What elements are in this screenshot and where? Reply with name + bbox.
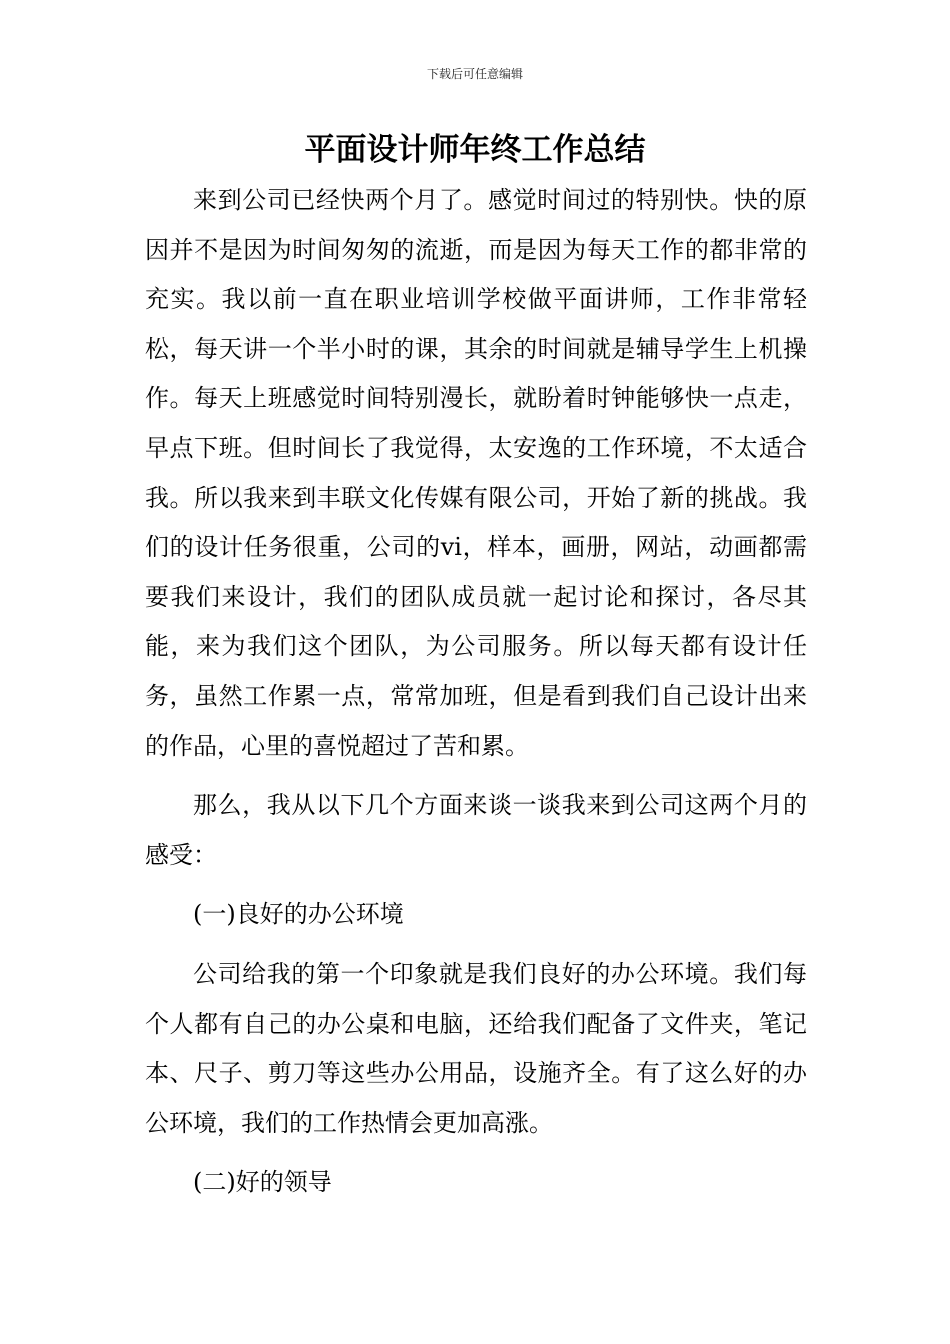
paragraph-intro: 来到公司已经快两个月了。感觉时间过的特别快。快的原因并不是因为时间匆匆的流逝，而是因为每天工作的都非常的充实。我以前一直在职业培训学校做平面讲师，工作非常轻松，每天讲一个半小时的课，其余的时间就是辅导学生上机操作。每天上班感觉时间特别漫长，就盼着时钟能够快一点走，早点下班。但时间长了我觉得，太安逸的工作环境，不太适合我。所以我来到丰联文化传媒有限公司，开始了新的挑战。我们的设计任务很重，公司的vi，样本，画册，网站，动画都需要我们来设计，我们的团队成员就一起讨论和探讨，各尽其能，来为我们这个团队，为公司服务。所以每天都有设计任务，虽然工作累一点，常常加班，但是看到我们自己设计出来的作品，心里的喜悦超过了苦和累。 bbox=[145, 186, 807, 760]
section-heading-office: (一)良好的办公环境 bbox=[193, 900, 404, 929]
paragraph-transition: 那么，我从以下几个方面来谈一谈我来到公司这两个月的感受： bbox=[145, 791, 807, 869]
document-title: 平面设计师年终工作总结 bbox=[304, 132, 646, 168]
paragraph-office: 公司给我的第一个印象就是我们良好的办公环境。我们每个人都有自己的办公桌和电脑，还给我们配备了文件夹，笔记本、尺子、剪刀等这些办公用品，设施齐全。有了这么好的办公环境，我们的工作热情会更加高涨。 bbox=[145, 959, 807, 1137]
document-body bbox=[145, 176, 807, 1208]
header-note: 下载后可任意编辑 bbox=[426, 67, 523, 81]
section-heading-leadership: (二)好的领导 bbox=[193, 1168, 332, 1197]
